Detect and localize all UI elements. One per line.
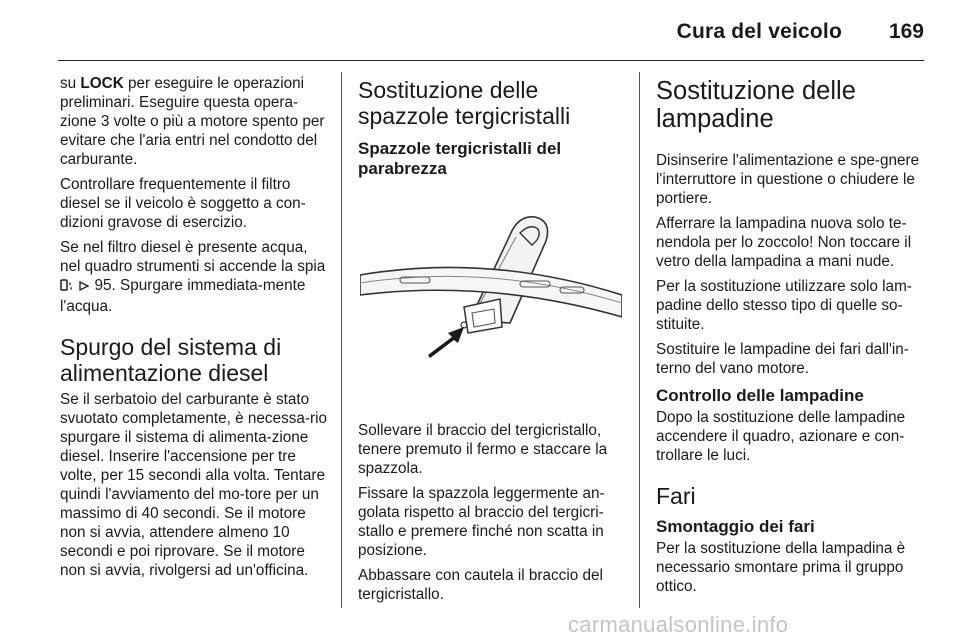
section-heading: Spurgo del sistema di alimentazione diesel (60, 334, 282, 386)
chapter-heading: Sostituzione delle lampadine (656, 77, 856, 133)
paragraph: Per la sostituzione utilizzare solo lam-padine dello stesso tipo di quelle so-stituite. (656, 278, 912, 333)
paragraph: Dopo la sostituzione delle lampadine accendere il quadro, azionare e con-trollare le luci. (656, 409, 906, 464)
paragraph: Sollevare il braccio del tergicristallo, tenere premuto il fermo e staccare la spazzola. (358, 422, 608, 477)
section-title: Cura del veicolo (676, 20, 842, 43)
paragraph: Afferrare la lampadina nuova solo te-nendola per lo zoccolo! Non toccare il vetro della lampadina a mani nude. (656, 215, 912, 270)
page-reference[interactable]: 95 (94, 277, 112, 294)
paragraph: Abbassare con cautela il braccio del tergicristallo. (358, 567, 603, 603)
subsection-heading: Smontaggio dei fari (656, 517, 815, 536)
paragraph: Per la sostituzione della lampadina è necessario smontare prima il gruppo ottico. (656, 540, 906, 595)
watermark: carmanualsonline.info (568, 612, 789, 637)
column-2 (358, 74, 626, 610)
paragraph: Disinserire l'alimentazione e spe-gnere l'interruttore in questione o chiudere le portiere. (656, 152, 920, 207)
page-number: 169 (888, 20, 924, 43)
column-1 (60, 74, 328, 586)
paragraph: Se il serbatoio del carburante è stato svuotato completamente, è necessa-rio spurgare il sistema di alimenta-zione diesel. Inserire l'accensione per tre volte, per 15 secondi alla volta. Tentare quindi l'avviamento del mo-tore per un massimo di 40 secondi. Se il motore non si avvia, attendere almeno 10 secondi e poi riprovare. Se il motore non si avvia, rivolgersi ad un'officina. (60, 391, 327, 579)
section-heading: Fari (656, 483, 696, 509)
subsection-heading: Controllo delle lampadine (656, 386, 864, 405)
section-heading: Sostituzione delle spazzole tergicristalli (358, 77, 571, 129)
column-3 (656, 74, 926, 602)
page-header (0, 0, 960, 62)
paragraph: Sostituire le lampadine dei fari dall'in-terno del vano motore. (656, 341, 909, 377)
column-divider-1 (341, 72, 342, 608)
lock-keyword: LOCK (80, 75, 124, 92)
wiper-arm-illustration (360, 195, 622, 405)
column-divider-2 (639, 72, 640, 608)
paragraph: su LOCK per eseguire le operazioni preliminari. Eseguire questa opera-zione 3 volte o più a motore spento per evitare che l'aria entri nel condotto del carburante. (60, 75, 325, 168)
header-divider (58, 60, 924, 61)
paragraph: Fissare la spazzola leggermente an-golata rispetto al braccio del tergicri-stallo e premere finché non scatta in posizione. (358, 485, 605, 559)
subsection-heading: Spazzole tergicristalli del parabrezza (358, 139, 562, 178)
page-reference-icon (78, 278, 90, 297)
paragraph: Se nel filtro diesel è presente acqua, nel quadro strumenti si accende la spia 95. Spurgare immediata-mente l'acqua. (60, 239, 326, 315)
paragraph: Controllare frequentemente il filtro diesel se il veicolo è soggetto a con-dizioni gravose di esercizio. (60, 176, 306, 231)
water-in-diesel-warning-icon (60, 278, 74, 297)
